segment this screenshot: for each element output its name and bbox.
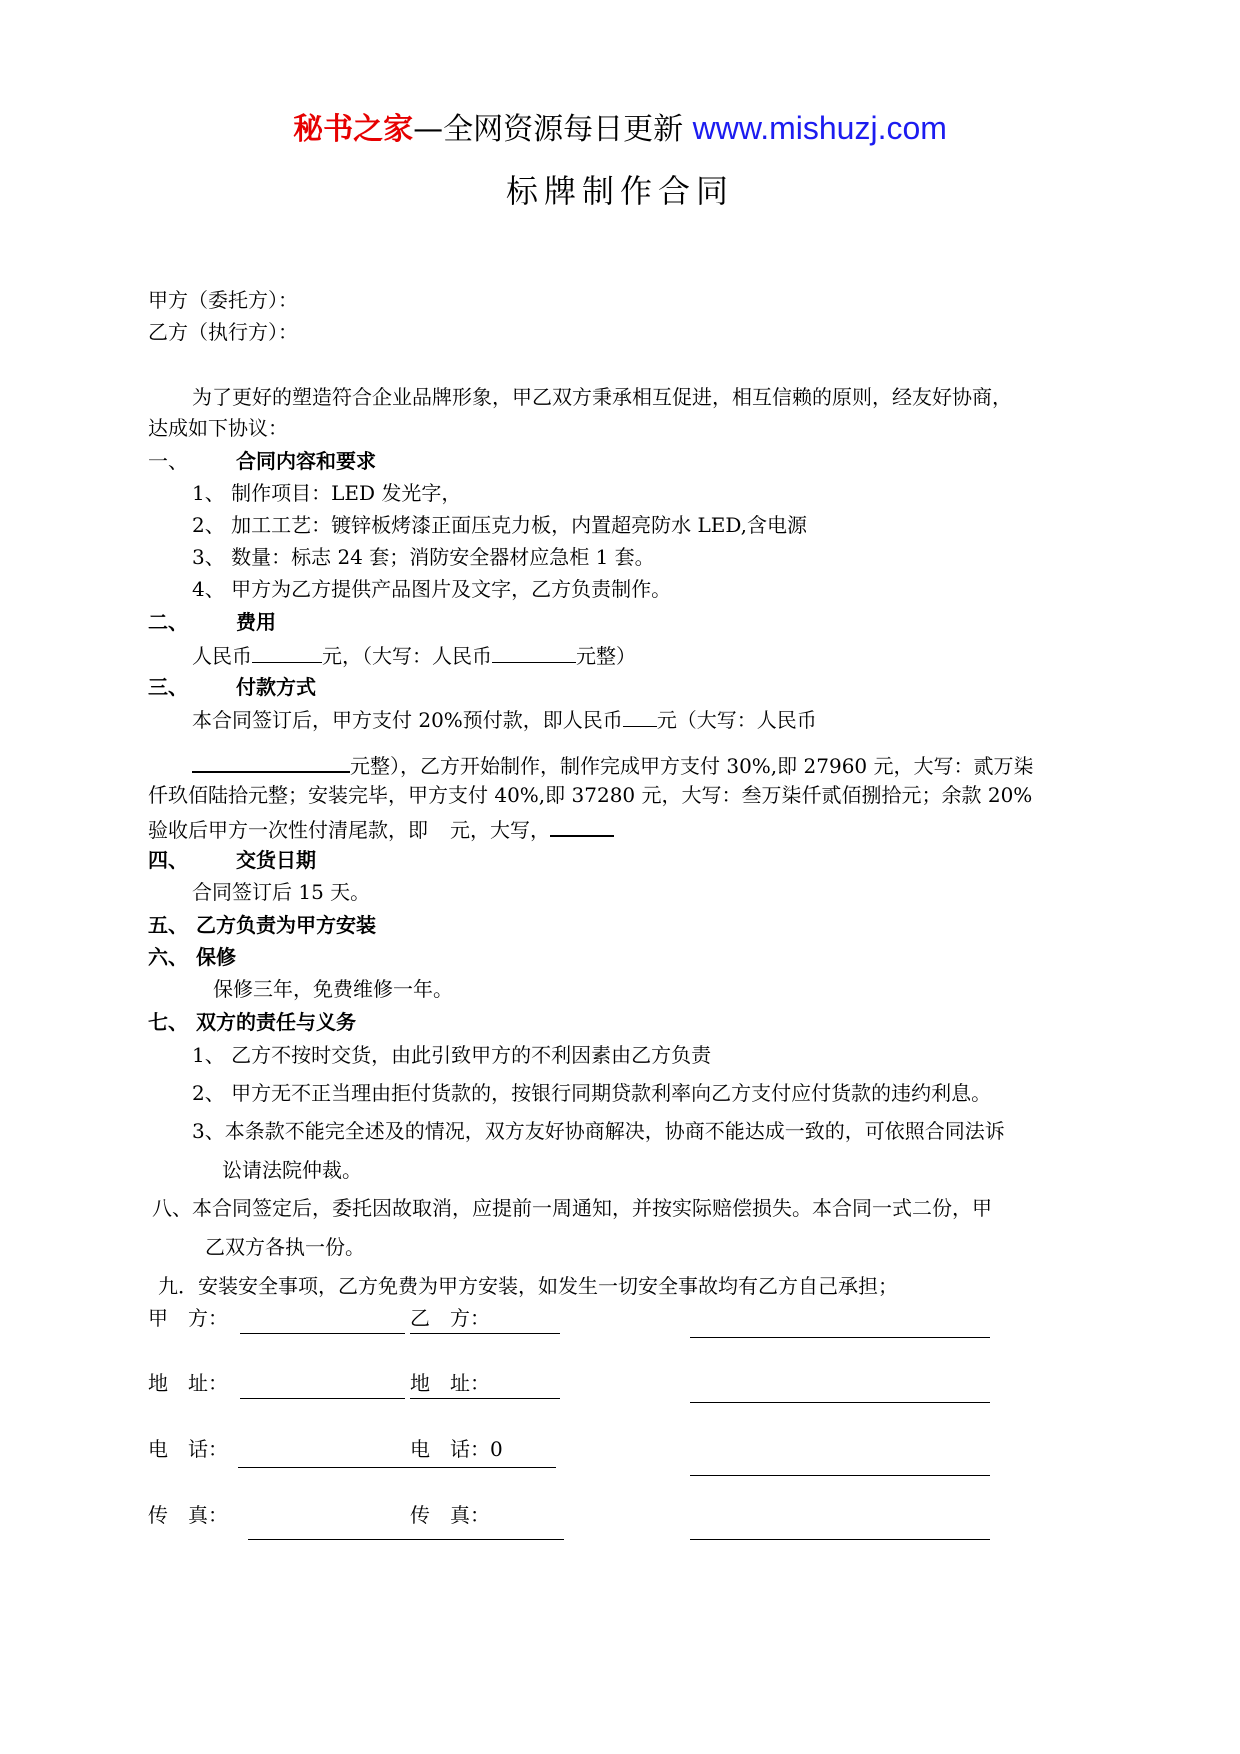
obligation-item: 3、本条款不能完全述及的情况，双方友好协商解决，协商不能达成一致的，可依照合同法诉	[192, 1119, 1005, 1143]
section-title: 合同内容和要求	[236, 449, 376, 473]
intro-line-1: 为了更好的塑造符合企业品牌形象，甲乙双方秉承相互促进，相互信赖的原则，经友好协商，	[192, 385, 1012, 409]
obligation-item: 1、 乙方不按时交货，由此引致甲方的不利因素由乙方负责	[192, 1043, 712, 1067]
sig-addr-a-label: 地 址：	[148, 1371, 228, 1395]
payment-text: 验收后甲方一次性付清尾款，即	[148, 818, 428, 842]
brand-name: 秘书之家	[293, 112, 414, 147]
section-title: 双方的责任与义务	[196, 1010, 356, 1034]
fee-words-blank[interactable]	[492, 640, 576, 663]
header-url[interactable]: www.mishuzj.com	[692, 110, 947, 146]
prepay-amount-blank[interactable]	[623, 704, 657, 727]
sig-party-a-label: 甲 方：	[148, 1306, 228, 1330]
fee-line	[192, 640, 636, 670]
sig-party-a-line[interactable]	[240, 1333, 405, 1334]
section-1-item: 4、 甲方为乙方提供产品图片及文字，乙方负责制作。	[192, 577, 672, 601]
sig-extra-line[interactable]	[690, 1402, 990, 1403]
sig-extra-line[interactable]	[690, 1539, 990, 1540]
section-8-text-cont: 乙双方各执一份。	[205, 1235, 365, 1259]
payment-text: 元，大写，	[450, 818, 550, 842]
sig-fax-b-line[interactable]	[408, 1539, 564, 1540]
sig-addr-b-label: 地 址：	[410, 1371, 490, 1395]
section-number: 五、	[148, 913, 188, 937]
section-5-heading	[148, 911, 376, 939]
sig-fax-b-label: 传 真：	[410, 1503, 490, 1527]
payment-text: 元整），乙方开始制作，制作完成甲方支付 30%,即 27960 元，大写：贰万柒	[350, 754, 1034, 778]
sig-phone-b-label: 电 话：0	[410, 1437, 503, 1461]
section-number: 二、	[148, 610, 188, 634]
section-1-heading	[148, 447, 376, 475]
delivery-text: 合同签订后 15 天。	[192, 880, 371, 904]
obligation-item: 2、 甲方无不正当理由拒付货款的，按银行同期贷款利率向乙方支付应付货款的违约利息。	[192, 1081, 992, 1105]
sig-party-b-line[interactable]	[410, 1333, 560, 1334]
section-number: 一、	[148, 449, 188, 473]
document-title: 标牌制作合同	[505, 172, 734, 210]
fee-text: 元，（大写：人民币	[322, 644, 492, 668]
sig-extra-line[interactable]	[690, 1475, 990, 1476]
party-b-label: 乙方（执行方）：	[148, 320, 298, 344]
section-number: 六、	[148, 945, 188, 969]
section-title: 费用	[236, 610, 276, 634]
section-2-heading	[148, 608, 276, 636]
section-9-text: 九．安装安全事项，乙方免费为甲方安装，如发生一切安全事故均有乙方自己承担；	[158, 1274, 898, 1298]
payment-line-3: 仟玖佰陆拾元整；安装完毕，甲方支付 40%,即 37280 元，大写：叁万柒仟贰佰捌拾元；余款 20%	[148, 783, 1033, 807]
section-4-heading	[148, 846, 316, 874]
fee-amount-blank[interactable]	[252, 640, 322, 663]
section-1-item: 3、 数量：标志 24 套；消防安全器材应急柜 1 套。	[192, 545, 655, 569]
fee-text: 元整）	[576, 644, 636, 668]
section-number: 三、	[148, 675, 188, 699]
section-title: 乙方负责为甲方安装	[196, 913, 376, 937]
header-slogan: —全网资源每日更新	[413, 112, 684, 147]
section-title: 付款方式	[236, 675, 316, 699]
section-title: 交货日期	[236, 848, 316, 872]
sig-addr-a-line[interactable]	[240, 1398, 405, 1399]
section-8-text: 八、本合同签定后，委托因故取消，应提前一周通知，并按实际赔偿损失。本合同一式二份，甲	[152, 1196, 992, 1220]
section-title: 保修	[196, 945, 236, 969]
payment-line-2	[192, 749, 1034, 780]
section-1-item: 2、 加工工艺：镀锌板烤漆正面压克力板，内置超亮防水 LED,含电源	[192, 513, 807, 537]
fee-text: 人民币	[192, 644, 252, 668]
balance-words-blank[interactable]	[550, 813, 614, 837]
sig-addr-b-line[interactable]	[410, 1398, 560, 1399]
payment-text: 本合同签订后，甲方支付 20%预付款，即人民币	[192, 708, 623, 732]
sig-phone-a-line[interactable]	[238, 1467, 408, 1468]
sig-phone-a-label: 电 话：	[148, 1437, 228, 1461]
payment-line-1	[192, 704, 817, 734]
sig-party-b-label: 乙 方：	[410, 1306, 490, 1330]
section-7-heading	[148, 1008, 356, 1036]
intro-line-2: 达成如下协议：	[148, 416, 288, 440]
section-1-item: 1、 制作项目：LED 发光字，	[192, 481, 462, 505]
payment-line-4	[148, 813, 614, 844]
prepay-words-blank[interactable]	[192, 749, 350, 773]
header-banner	[0, 104, 1240, 148]
party-a-label: 甲方（委托方）：	[148, 288, 298, 312]
payment-text: 元（大写：人民币	[656, 708, 817, 732]
obligation-item-cont: 讼请法院仲裁。	[222, 1158, 362, 1182]
sig-extra-line[interactable]	[690, 1337, 990, 1338]
section-number: 四、	[148, 848, 188, 872]
sig-fax-a-label: 传 真：	[148, 1503, 228, 1527]
section-3-heading	[148, 673, 316, 701]
warranty-text: 保修三年，免费维修一年。	[213, 977, 453, 1001]
sig-phone-b-line[interactable]	[408, 1467, 556, 1468]
section-6-heading	[148, 943, 236, 971]
sig-fax-a-line[interactable]	[248, 1539, 408, 1540]
section-number: 七、	[148, 1010, 188, 1034]
